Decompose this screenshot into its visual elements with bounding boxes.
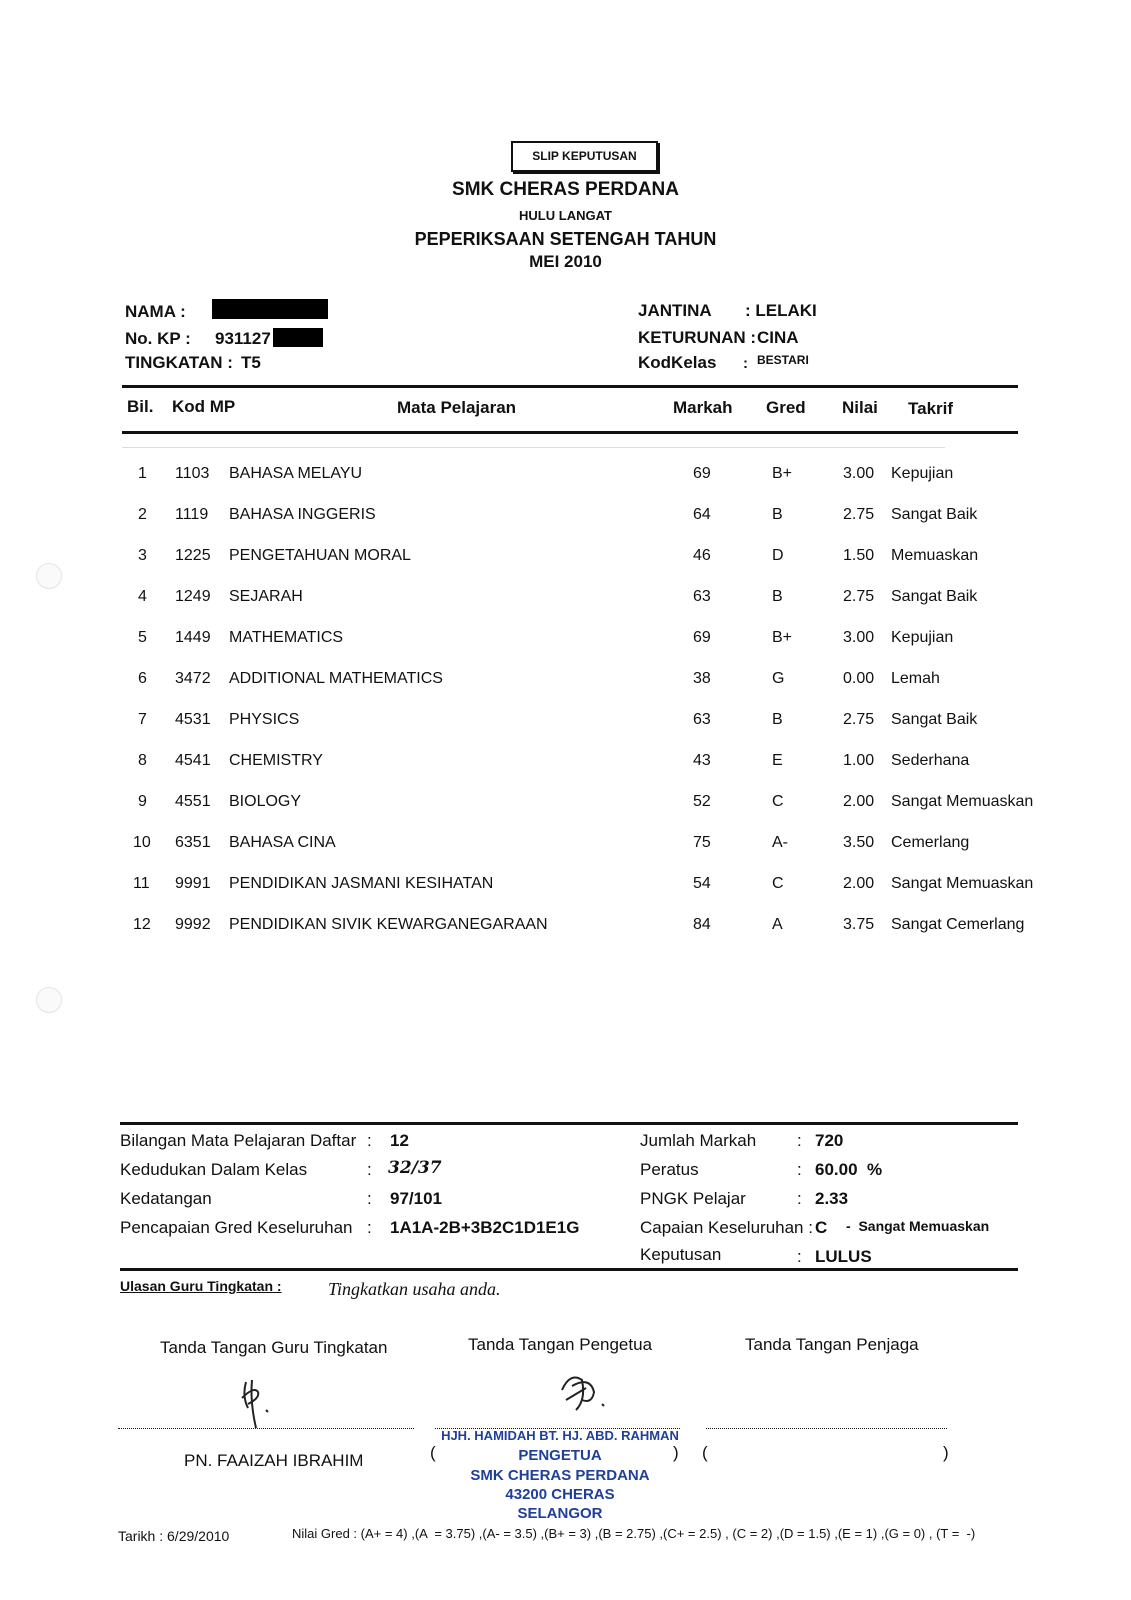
- kp-value: 931127: [215, 329, 271, 348]
- tingkatan-label: TINGKATAN :: [125, 353, 233, 372]
- summary-colon: :: [367, 1189, 372, 1208]
- table-row: [0, 588, 1131, 618]
- principal-open-paren: (: [430, 1443, 436, 1462]
- cell-takrif: Kepujian: [891, 465, 954, 482]
- table-row: [0, 916, 1131, 946]
- cell-gred: B+: [772, 465, 793, 482]
- principal-signature-label: Tanda Tangan Pengetua: [468, 1335, 653, 1354]
- registered-subjects-value: 12: [390, 1131, 409, 1150]
- guardian-close-paren: ): [943, 1443, 949, 1462]
- summary-label: Peratus: [640, 1160, 699, 1179]
- keturunan-label: KETURUNAN :: [638, 328, 757, 347]
- cell-bil: 10: [133, 834, 151, 851]
- summary-top-rule: [120, 1122, 1018, 1125]
- table-row: [0, 506, 1131, 536]
- cell-bil: 12: [133, 916, 151, 933]
- col-header-subject: Mata Pelajaran: [397, 398, 517, 417]
- cell-bil: 3: [138, 547, 147, 564]
- cell-nilai: 2.75: [843, 711, 875, 728]
- cell-subject: CHEMISTRY: [229, 752, 323, 769]
- cell-bil: 1: [138, 465, 147, 482]
- summary-label: Kedatangan: [120, 1189, 212, 1208]
- principal-signature: [556, 1370, 614, 1416]
- exam-month-year: MEI 2010: [529, 252, 602, 271]
- cell-subject: BIOLOGY: [229, 793, 302, 810]
- attendance-value: 97/101: [390, 1189, 442, 1208]
- table-row: [0, 711, 1131, 741]
- stamp-line: PENGETUA: [518, 1447, 602, 1464]
- guardian-signature-label: Tanda Tangan Penjaga: [745, 1335, 919, 1354]
- summary-colon: :: [797, 1160, 802, 1179]
- overall-grade-value: 1A1A-2B+3B2C1D1E1G: [390, 1218, 580, 1237]
- school-name: SMK CHERAS PERDANA: [452, 179, 679, 200]
- cell-markah: 64: [693, 506, 711, 523]
- cell-nilai: 2.75: [843, 588, 875, 605]
- cell-gred: B: [772, 711, 783, 728]
- cell-takrif: Sederhana: [891, 752, 970, 769]
- print-date: Tarikh : 6/29/2010: [118, 1528, 230, 1544]
- cell-takrif: Sangat Memuaskan: [891, 793, 1034, 810]
- keturunan-value: CINA: [757, 328, 799, 347]
- cell-bil: 9: [138, 793, 147, 810]
- table-row: [0, 465, 1131, 495]
- cell-markah: 75: [693, 834, 711, 851]
- cell-nilai: 1.50: [843, 547, 875, 564]
- teacher-signature-label: Tanda Tangan Guru Tingkatan: [160, 1338, 388, 1357]
- cell-subject: MATHEMATICS: [229, 629, 344, 646]
- cell-kod: 9992: [175, 916, 211, 933]
- cell-markah: 52: [693, 793, 711, 810]
- overall-achievement-desc: - Sangat Memuaskan: [846, 1218, 990, 1234]
- cell-kod: 4541: [175, 752, 211, 769]
- principal-close-paren: ): [673, 1443, 679, 1462]
- cell-markah: 63: [693, 588, 711, 605]
- cell-kod: 4531: [175, 711, 211, 728]
- jantina-label: JANTINA: [638, 301, 712, 320]
- stamp-line: SMK CHERAS PERDANA: [470, 1467, 650, 1484]
- table-row: [0, 834, 1131, 864]
- cell-gred: G: [772, 670, 785, 687]
- col-header-nilai: Nilai: [842, 398, 878, 417]
- cell-nilai: 3.50: [843, 834, 875, 851]
- table-row: [0, 752, 1131, 782]
- cell-takrif: Kepujian: [891, 629, 954, 646]
- summary-colon: :: [367, 1131, 372, 1150]
- cell-gred: D: [772, 547, 784, 564]
- tingkatan-value: T5: [241, 353, 261, 372]
- col-header-gred: Gred: [766, 398, 806, 417]
- cell-nilai: 3.00: [843, 629, 875, 646]
- cell-kod: 4551: [175, 793, 211, 810]
- table-row: [0, 629, 1131, 659]
- col-header-kod: Kod MP: [172, 397, 236, 416]
- cell-markah: 43: [693, 752, 711, 769]
- teacher-signature: [232, 1378, 280, 1430]
- guardian-signature-line: [706, 1428, 947, 1429]
- cell-takrif: Cemerlang: [891, 834, 970, 851]
- cell-gred: B: [772, 588, 783, 605]
- cell-markah: 69: [693, 629, 711, 646]
- decision-value: LULUS: [815, 1247, 872, 1266]
- col-header-bil: Bil.: [127, 397, 154, 416]
- cell-markah: 54: [693, 875, 711, 892]
- summary-label: Keputusan: [640, 1245, 722, 1264]
- district: HULU LANGAT: [519, 208, 612, 223]
- cell-kod: 1225: [175, 547, 211, 564]
- cell-markah: 38: [693, 670, 711, 687]
- jantina-value: : LELAKI: [745, 301, 817, 320]
- summary-colon: :: [367, 1160, 372, 1179]
- overall-achievement-value: C: [815, 1218, 828, 1237]
- exam-title: PEPERIKSAAN SETENGAH TAHUN: [414, 229, 717, 249]
- cell-bil: 8: [138, 752, 147, 769]
- summary-colon: :: [797, 1189, 802, 1208]
- cell-takrif: Sangat Baik: [891, 588, 978, 605]
- cell-bil: 2: [138, 506, 147, 523]
- summary-label: Pencapaian Gred Keseluruhan: [120, 1218, 353, 1237]
- cell-gred: C: [772, 875, 784, 892]
- cell-markah: 84: [693, 916, 711, 933]
- summary-label: PNGK Pelajar: [640, 1189, 746, 1208]
- cell-gred: C: [772, 793, 784, 810]
- summary-colon: :: [797, 1131, 802, 1150]
- cell-bil: 11: [133, 875, 150, 892]
- cell-subject: PENGETAHUAN MORAL: [229, 547, 411, 564]
- summary-label: Jumlah Markah: [640, 1131, 757, 1150]
- col-header-markah: Markah: [673, 398, 733, 417]
- cell-nilai: 2.75: [843, 506, 875, 523]
- table-header-rule: [122, 431, 1018, 434]
- percentage-value: 60.00 %: [815, 1160, 883, 1179]
- cell-bil: 7: [138, 711, 147, 728]
- cell-subject: PENDIDIKAN SIVIK KEWARGANEGARAAN: [229, 916, 548, 933]
- cell-kod: 1103: [175, 465, 210, 482]
- remarks-label: Ulasan Guru Tingkatan :: [120, 1278, 282, 1294]
- cell-kod: 3472: [175, 670, 211, 687]
- summary-label: Bilangan Mata Pelajaran Daftar: [120, 1131, 357, 1150]
- class-position-value: 32/37: [388, 1158, 442, 1178]
- cell-gred: E: [772, 752, 783, 769]
- slip-title-box: SLIP KEPUTUSAN: [511, 141, 658, 172]
- stamp-line: 43200 CHERAS: [505, 1486, 615, 1503]
- kodkelas-value: BESTARI: [757, 353, 809, 367]
- summary-colon: :: [797, 1247, 802, 1266]
- cell-nilai: 1.00: [843, 752, 875, 769]
- pngk-value: 2.33: [815, 1189, 849, 1208]
- cell-nilai: 0.00: [843, 670, 875, 687]
- redacted-name: [212, 299, 328, 319]
- cell-kod: 1449: [175, 629, 211, 646]
- cell-gred: A-: [772, 834, 788, 851]
- total-marks-value: 720: [815, 1131, 844, 1150]
- stamp-line: SELANGOR: [517, 1505, 603, 1522]
- cell-kod: 1249: [175, 588, 211, 605]
- kodkelas-colon: :: [743, 355, 748, 372]
- summary-bottom-rule: [120, 1268, 1018, 1271]
- col-header-takrif: Takrif: [908, 399, 954, 418]
- cell-gred: B: [772, 506, 783, 523]
- summary-colon: :: [367, 1218, 372, 1237]
- cell-takrif: Sangat Memuaskan: [891, 875, 1034, 892]
- nama-label: NAMA :: [125, 302, 186, 321]
- cell-nilai: 2.00: [843, 875, 875, 892]
- cell-subject: BAHASA CINA: [229, 834, 336, 851]
- stamp-line: HJH. HAMIDAH BT. HJ. ABD. RAHMAN: [441, 1428, 679, 1443]
- cell-subject: SEJARAH: [229, 588, 303, 605]
- cell-gred: B+: [772, 629, 793, 646]
- cell-subject: BAHASA MELAYU: [229, 465, 363, 482]
- cell-nilai: 3.00: [843, 465, 875, 482]
- cell-subject: PENDIDIKAN JASMANI KESIHATAN: [229, 875, 494, 892]
- cell-bil: 4: [138, 588, 147, 605]
- table-row: [0, 793, 1131, 823]
- redacted-kp: [273, 328, 323, 347]
- cell-takrif: Sangat Cemerlang: [891, 916, 1025, 933]
- cell-gred: A: [772, 916, 783, 933]
- cell-nilai: 2.00: [843, 793, 875, 810]
- kp-label: No. KP :: [125, 329, 191, 348]
- summary-label: Kedudukan Dalam Kelas: [120, 1160, 308, 1179]
- cell-markah: 69: [693, 465, 711, 482]
- cell-kod: 1119: [175, 506, 209, 523]
- cell-takrif: Sangat Baik: [891, 506, 978, 523]
- table-row: [0, 547, 1131, 577]
- cell-takrif: Lemah: [891, 670, 940, 687]
- guardian-open-paren: (: [702, 1443, 708, 1462]
- cell-markah: 46: [693, 547, 711, 564]
- kodkelas-label: KodKelas: [638, 353, 717, 372]
- cell-takrif: Memuaskan: [891, 547, 979, 564]
- remarks-text: Tingkatkan usaha anda.: [328, 1279, 501, 1299]
- table-top-rule: [122, 385, 1018, 388]
- cell-nilai: 3.75: [843, 916, 875, 933]
- summary-label: Capaian Keseluruhan :: [640, 1218, 813, 1237]
- grade-value-legend: Nilai Gred : (A+ = 4) ,(A = 3.75) ,(A- = 3.5) ,(B+ = 3) ,(B = 2.75) ,(C+ = 2.5) , (C = 2) ,(D = 1.5) ,(E = 1) ,(G = 0) , (T = -): [292, 1526, 976, 1541]
- cell-subject: PHYSICS: [229, 711, 300, 728]
- table-row: [0, 875, 1131, 905]
- cell-kod: 9991: [175, 875, 211, 892]
- cell-takrif: Sangat Baik: [891, 711, 978, 728]
- table-thin-rule: [122, 447, 945, 448]
- teacher-name: PN. FAAIZAH IBRAHIM: [184, 1451, 364, 1470]
- cell-bil: 5: [138, 629, 147, 646]
- punch-hole: [36, 987, 62, 1013]
- teacher-signature-line: [118, 1428, 414, 1429]
- table-row: [0, 670, 1131, 700]
- cell-kod: 6351: [175, 834, 211, 851]
- cell-markah: 63: [693, 711, 711, 728]
- cell-subject: ADDITIONAL MATHEMATICS: [229, 670, 443, 687]
- cell-bil: 6: [138, 670, 147, 687]
- cell-subject: BAHASA INGGERIS: [229, 506, 376, 523]
